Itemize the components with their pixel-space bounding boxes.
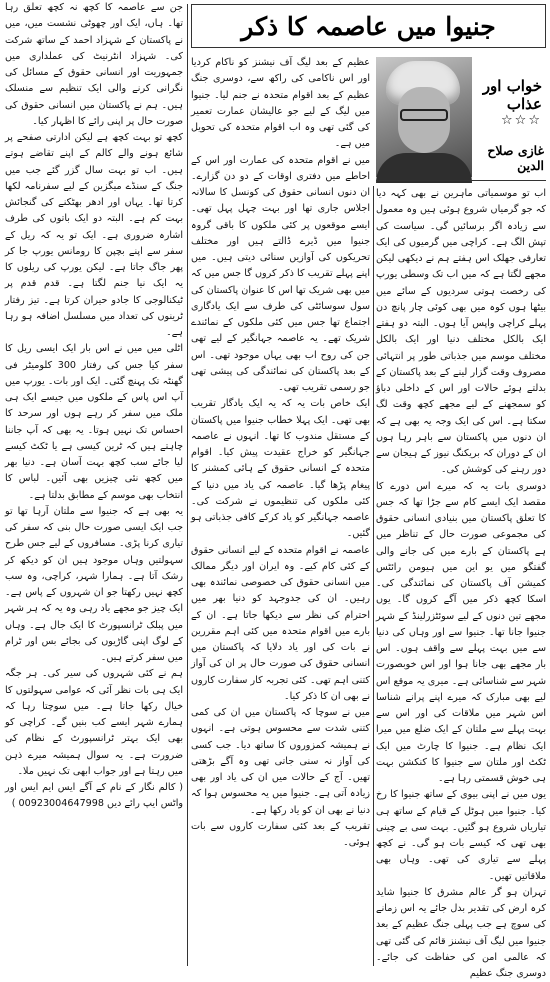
portrait-shoulders xyxy=(376,153,472,183)
paragraph: میں نے سوچا کہ پاکستان میں ان کی کمی کتنی شدت سے محسوس ہوتی ہے۔ انہوں نے ہمیشہ کمزوروں کا ساتھ دیا۔ جب کسی کی آواز نہ سنی جاتی تھی وہ آگے بڑھتی تھیں۔ آج کے حالات میں ان کی یاد اور بھی زیادہ آتی ہے۔ جنیوا میں یہ محسوس ہوا کہ دنیا نے بھی ان کو یاد رکھا ہے۔ xyxy=(191,707,370,816)
star-rating-icon: ☆☆☆ xyxy=(501,113,542,128)
column-rule xyxy=(373,186,374,966)
headline-banner xyxy=(191,4,546,48)
paragraph: یہ بھی ہے کہ جنیوا سے ملتان آرہا تھا تو جب ایک ایسی صورت حال بنی کہ سفر کی تیاری کرنا پڑی۔ مسافروں کے لیے جس طرح سہولتیں وہاں موجود ہیں ان کو دیکھ کر رشک آتا ہے۔ ہمارا شہر، کراچی، وہ سب کچھ نہیں رکھتا جو ان شہروں کے پاس ہے۔ ایک چیز جو مجھے یاد رہی وہ یہ کہ ہر شہر میں پبلک ٹرانسپورٹ کا ایک جال ہے۔ وہاں کے لوگ اپنی گاڑیوں کی بجائے بس اور ٹرام میں سفر کرتے ہیں۔ xyxy=(5,505,183,663)
paragraph: اب تو موسمیاتی ماہرین نے بھی کہہ دیا کہ جو گرمیاں شروع ہوئی ہیں وہ معمول سے زیادہ اگر برسائیں گی۔ سیاست کی تپش الگ ہے۔ کراچی میں گرمیوں کی ایک تعارفی جھلک اس ہفتے ہم نے دیکھی لیکن مجھے لگتا ہے کہ میں اب تک وسطی یورپ کی رخصت ہوتی سردیوں کے سائے میں بیٹھا ہوں کوہ میں بھی کوئی چار پانچ دن پہلے کراچی واپس آیا ہوں۔ البتہ دو ہفتے ایک بالکل مختلف دنیا اور ایک بالکل مختلف موسم میں جذباتی طور پر انتہائی مصروف وقت گزار لینے کے بعد پاکستان کے بدلتے ہوئے حالات اور اس کے داخلی دباؤ کو سمجھنے کے لیے مجھے کچھ وقت لگ سکتا ہے۔ اس کی ایک وجہ یہ بھی ہے کہ ان دنوں میں پاکستان سے باہر رہا ہوں ان کے دوران کہ بریکنگ نیوز کے ہیجان سے دور رہنے کی کوشش کی۔ xyxy=(376,188,546,476)
portrait-glasses xyxy=(400,109,448,121)
paragraph: تقریب کے بعد کئی سفارت کاروں سے بات ہوئی۔ xyxy=(191,820,370,848)
paragraph: کچھ تو بہت کچھ ہے لیکن ادارتی صفحے پر شائع ہونے والے کالم کے اپنے تقاضے ہوتے ہیں۔ اب تو بہت سال گزر گئے جب میں جنگ کے سنڈے میگزین کے لیے سفرنامہ لکھا کرتا تھا۔ یہاں اور ادھر بھٹکنے کی گنجائش بہت کم ہے۔ البتہ دو ایک باتوں کی طرف اشارہ ضروری ہے۔ ایک تو یہ کہ ریل کے سفر سے اپنے بچپن کا رومانس یورپ جا کر پھر جاگ جاتا ہے۔ لیکن یورپ کی ریلوں کا یہ ایک نیا جنم لگتا ہے۔ قدم قدم پر ٹیکنالوجی کا جادو حیران کرتا ہے۔ تیز رفتار ٹرینوں کی تعداد میں مسلسل اضافہ ہو رہا ہے۔ xyxy=(5,132,183,338)
paragraph: یوں میں نے اپنی بیوی کے ساتھ جنیوا کا رخ کیا۔ جنیوا میں ہوٹل کے قیام کے ساتھ ہی تیاریاں شروع ہو گئیں۔ بہت سی بے چینی بھی تھی کہ کیسے بات ہو گی۔ نے کچھ پہلے سے تیاری کی تھی۔ وہاں بھی ملاقاتیں تھیں۔ xyxy=(376,789,546,882)
paragraph: ایک خاص بات یہ کہ یہ ایک یادگار تقریب بھی تھی۔ ایک پہلا خطاب جنیوا میں پاکستان کے مستقل مندوب کا تھا۔ انہوں نے عاصمہ جہانگیر کو خراج عقیدت پیش کیا۔ اقوام متحدہ کے انسانی حقوق کے ہائی کمشنر کا پیغام پڑھا گیا۔ عاصمہ کی یاد میں دنیا کے کئی ملکوں کی تنظیموں نے شرکت کی۔ عاصمہ جہانگیر کو یاد کرکے کافی جذباتی ہو گئیں۔ xyxy=(191,398,370,540)
paragraph: میں نے اقوام متحدہ کی عمارت اور اس کے احاطے میں دفتری اوقات کے دو دن گزارے۔ ان دنوں انسانی حقوق کی کونسل کا سالانہ اجلاس جاری تھا اور بہت چہل پہل تھی۔ ایسے موقعوں پر کئی ملکوں کا باقی گروہ جنیوا میں ڈیرے ڈالتے ہیں اور مختلف تحریکوں کی آوازیں سنائی دیتی ہیں۔ میں اپنے پہلے تقریب کا ذکر کروں گا جس میں کہ میں بھی شریک تھا اس کا عنوان پاکستان کی سول سوسائٹی کی طرف سے ایک یادگاری اجتماع تھا جس میں کئی ملکوں کے نمائندے شریک تھے۔ یہ عاصمہ جہانگیر کے لیے تھی جن کی روح اب بھی یہاں موجود تھی۔ اس کے بعد پاکستان کی نمائندگی کی پیشی تھی جو رسمی تقریب تھی۔ xyxy=(191,154,370,393)
headline: جنیوا میں عاصمہ کا ذکر xyxy=(241,11,496,41)
author-name: غازی صلاح الدین xyxy=(487,143,544,173)
column-header xyxy=(376,57,546,177)
paragraph: اٹلی میں میں نے اس بار ایک ایسی ریل کا سفر کیا جس کی رفتار 300 کلومیٹر فی گھنٹہ تک پہنچ گئی۔ ایک اور بات۔ یورپ میں آپ اس پاس کے ملکوں میں جیسے ایک ہی ملک میں سفر کر رہے ہوں اور سرحد کا احساس تک نہیں ہوتا۔ یہ بھی کہ آپ جاننا چاہتے ہیں کہ ٹرین کیسی ہے یا ٹکٹ کیسے لیا جائے سب کچھ بہت آسان ہے۔ دنیا بھر میں کچھ نئی چیزیں بھی آئیں۔ لباس کا انتخاب بھی موسم کے مطابق بدلتا ہے۔ xyxy=(5,343,184,501)
paragraph: تہران ہو گر عالم مشرق کا جنیوا شاید کرہ ارض کی تقدیر بدل جائے یہ اس زمانے کی سوچ ہے جب پہلی جنگ عظیم کے بعد جنیوا میں لیگ آف نیشنز قائم کی گئی تھی کہ عالمی امن کی حفاظت کی جائے۔ دوسری جنگ عظیم xyxy=(376,886,546,979)
paragraph: عاصمہ نے اقوام متحدہ کے لیے انسانی حقوق کے کئی کام کیے۔ وہ ایران اور دیگر ممالک میں انسانی حقوق کی خصوصی نمائندہ بھی رہیں۔ ان کی جدوجہد کو دنیا بھر میں احترام کی نظر سے دیکھا جاتا ہے۔ ان کے بارے میں اقوام متحدہ میں کئی اہم مقررین نے بات کی اور یاد دلایا کہ پاکستان میں انسانی حقوق کی صورت حال پر ان کی آواز کتنی اہم تھی۔ کئی تجربہ کار سفارت کاروں نے بھی ان کا ذکر کیا۔ xyxy=(191,544,370,702)
contact-note: ( کالم نگار کے نام کے آگے ایس ایم ایس اور واٹس ایپ رائے دیں 00923004647998 ) xyxy=(5,782,183,810)
paragraph: ہم نے کئی شہروں کی سیر کی۔ ہر جگہ ایک ہی بات نظر آئی کہ عوامی سہولتوں کا خیال رکھا جاتا ہے۔ میں سوچتا رہا کہ ہمارے شہر ایسے کب بنیں گے۔ کراچی کو بھی ایک بہتر ٹرانسپورٹ کے نظام کی ضرورت ہے۔ یہ سوال ہمیشہ میرے ذہن میں رہتا ہے اور جواب ابھی تک نہیں ملا۔ xyxy=(5,668,183,777)
column-rule xyxy=(187,4,188,966)
article-column-right xyxy=(376,186,546,979)
author-portrait xyxy=(376,57,472,177)
paragraph: عظیم کے بعد لیگ آف نیشنز کو ناکام کردیا اور اس ناکامی کی راکھ سے، دوسری جنگ عظیم کے بعد اقوام متحدہ نے جنم لیا۔ جنیوا میں لیگ کے لیے جو عالیشان عمارت تعمیر کی گئی تھی وہ اب اقوام متحدہ کی تحویل میں ہے۔ xyxy=(191,57,370,150)
header-divider xyxy=(376,180,546,181)
column-name: خواب اور عذاب xyxy=(482,77,542,113)
article-column-left xyxy=(5,0,183,966)
paragraph: جن سے عاصمہ کا کچھ نہ کچھ تعلق رہا تھا۔ ہاں، ایک اور چھوٹی نشست میں، میں نے پاکستان کے شہزاد احمد کے ساتھ شرکت کی۔ شہزاد انٹرنیٹ کی عملداری میں جمہوریت اور انسانی حقوق کے مسائل کی نگرانی کرنے والی ایک تنظیم سے منسلک ہیں۔ ہم نے پاکستان میں انسانی حقوق کی صورت حال پر اپنی رائے کا اظہار کیا۔ xyxy=(5,2,183,127)
article-column-middle xyxy=(191,55,370,966)
paragraph: دوسری بات یہ کہ میرے اس دورے کا مقصد ایک ایسے کام سے جڑا تھا کہ جس کا تعلق پاکستان میں بنیادی انسانی حقوق کی مجموعی صورت حال کے تناظر میں ہے پاکستان کے بارے میں کی جانے والی گفتگو میں یو این میں ہیومن رائٹس کمیشن آف پاکستان کی نمائندگی کی۔ اسکا کچھ ذکر میں آگے کروں گا۔ یوں مجھے تین دنوں کے لیے سوئٹزرلینڈ کے شہر جنیوا جانا تھا۔ جنیوا سے اور وہاں کی دنیا سے میں بہت پہلے سے واقف ہوں۔ اس بار مجھے بھی جانا ہوا اور اس خوبصورت شہر سے شناسائی ہے۔ میری یہ موقع اس لیے بھی مبارک کہ میرے اپنے پرانے شناسا اس شہر میں ملاقات کی اور اس سے بہت پہلے سے ملتان کے ایک ضلع میں میرا ایک نظام ہے۔ جنیوا کا چارٹ میں ایک ٹکٹ اور ملتان سے جنیوا کا کنکشن بہت ہی خوش قسمتی رہا ہے۔ xyxy=(376,480,546,784)
